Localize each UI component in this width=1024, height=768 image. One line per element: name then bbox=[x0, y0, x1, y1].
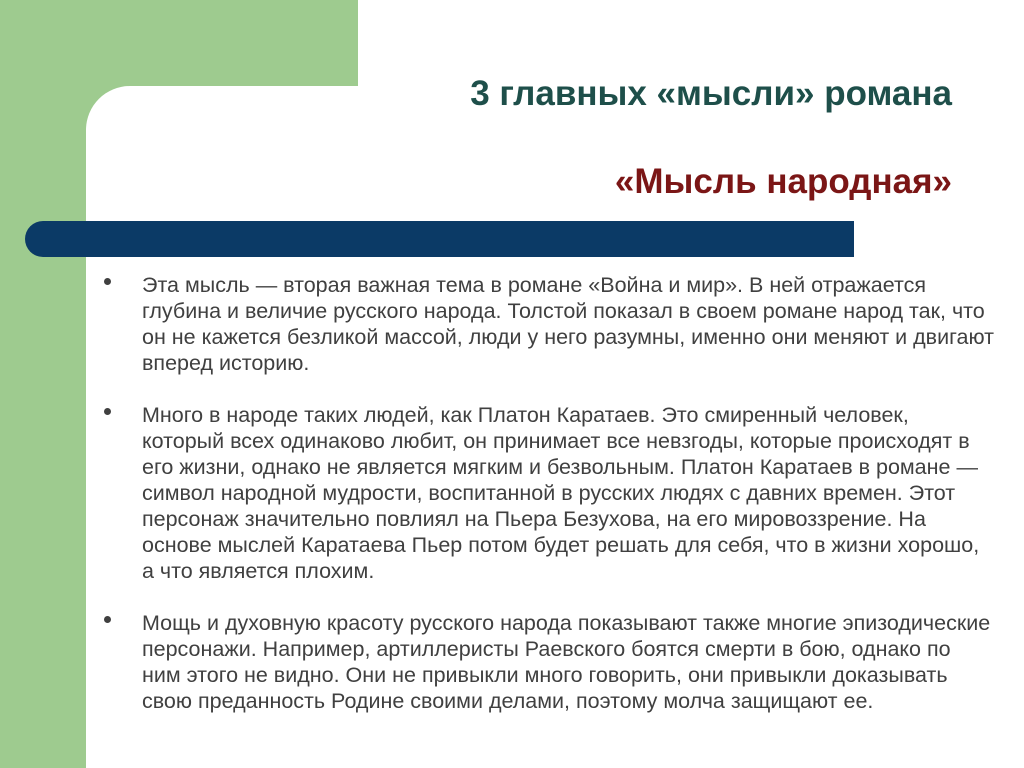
slide-subtitle: «Мысль народная» bbox=[614, 162, 952, 201]
bullet-dot-icon bbox=[104, 278, 111, 285]
bullet-text: Эта мысль — вторая важная тема в романе «Война и мир». В ней отражается глубина и величие русского народа. Толстой показал в своем романе народ так, что он не кажется безликой массой, люди у него разумны, именно они меняют и двигают вперед историю. bbox=[142, 273, 994, 375]
bullet-item-karataev bbox=[0, 402, 1024, 584]
slide-title: 3 главных «мысли» романа bbox=[470, 74, 952, 113]
bullet-dot-icon bbox=[104, 408, 111, 415]
bullet-text: Мощь и духовную красоту русского народа показывают также многие эпизодические персонажи. Например, артиллеристы Раевского боятся смерти в бою, однако по ним этого не видно. Они не привыкли много говорить, они привыкли доказывать свою преданность Родине своими делами, поэтому молча защищают ее. bbox=[142, 611, 991, 713]
bullet-text: Много в народе таких людей, как Платон Каратаев. Это смиренный человек, который всех одинаково любит, он принимает все невзгоды, которые происходят в его жизни, однако не является мягким и безвольным. Платон Каратаев в романе — символ народной мудрости, воспитанной в русских людях с давних времен. Этот персонаж значительно повлиял на Пьера Безухова, на его мировоззрение. На основе мыслей Каратаева Пьер потом будет решать для себя, что в жизни хорошо, а что является плохим. bbox=[142, 403, 980, 583]
bullet-dot-icon bbox=[104, 616, 111, 623]
bullet-item-people-theme bbox=[0, 272, 1024, 376]
bullet-list bbox=[0, 272, 1024, 740]
bullet-item-episodic-characters bbox=[0, 610, 1024, 714]
divider-bar bbox=[25, 221, 854, 257]
